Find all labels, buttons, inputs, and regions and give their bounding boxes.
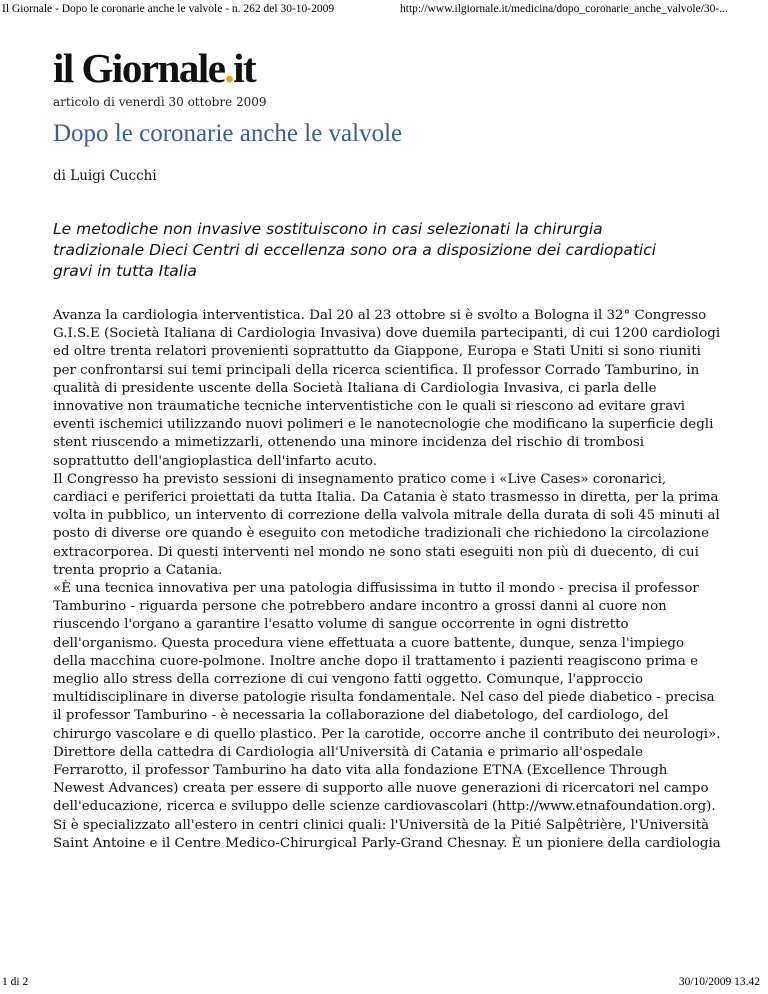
site-logo[interactable] — [53, 46, 255, 90]
article-paragraph: Avanza la cardiologia interventistica. Dal 20 al 23 ottobre si è svolto a Bologna il 32° Congresso G.I.S.E (Società Italiana di Cardiologia Invasiva) dove duemila partecipanti, di cui 1200 cardiologi ed oltre trenta relatori provenienti soprattutto da Giappone, Europa e Stati Uniti si sono riuniti per confrontarsi sui temi principali della ricerca scientifica. Il professor Corrado Tamburino, in qualità di presidente uscente della Società Italiana di Cardiologia Invasiva, ci parla delle innovative non traumatiche tecniche interventistiche con le quali si riescono ad evitare gravi eventi ischemici utilizzando nuovi polimeri e le nanotecnologie che modificano la superficie degli stent riuscendo a mimetizzarli, ottenendo una minore incidenza del rischio di trombosi soprattutto dell'angioplastica dell'infarto acuto. — [53, 308, 721, 469]
article-paragraph: Direttore della cattedra di Cardiologia all'Università di Catania e primario all'ospedale Ferrarotto, il professor Tamburino ha dato vita alla fondazione ETNA (Excellence Through Newest Advances) creata per essere di supporto alle nuove generazioni di ricercatori nel campo dell'educazione, ricerca e sviluppo delle scienze cardiovascolari (http://www.etnafoundation.org). Si è specializzato all'estero in centri clinici quali: l'Università de la Pitié Salpêtrière, l'Università Saint Antoine e il Centre Medico-Chirurgical Parly-Grand Chesnay. È un pioniere della cardiologia — [53, 744, 721, 851]
logo-dot: . — [224, 45, 234, 91]
print-timestamp: 30/10/2009 13.42 — [678, 976, 760, 988]
logo-name: il Giornale — [53, 45, 225, 91]
article-dateline: articolo di venerdì 30 ottobre 2009 — [53, 95, 267, 109]
print-header-url: http://www.ilgiornale.it/medicina/dopo_coronarie_anche_valvole/30-... — [400, 3, 728, 15]
print-header — [0, 3, 768, 19]
article-summary: Le metodiche non invasive sostituiscono in casi selezionati la chirurgia tradizionale Dieci Centri di eccellenza sono ora a disposizione dei cardiopatici gravi in tutta Italia — [53, 220, 657, 280]
page-counter: 1 di 2 — [2, 976, 29, 988]
article-paragraph: «È una tecnica innovativa per una patologia diffusissima in tutto il mondo - precisa il professor Tamburino - riguarda persone che potrebbero andare incontro a grossi danni al cuore non riuscendo l'organo a garantire l'esatto volume di sangue occorrente in ogni distretto dell'organismo. Questa procedura viene effettuata a cuore battente, dunque, senza l'impiego della macchina cuore-polmone. Inoltre anche dopo il trattamento i pazienti reagiscono prima e meglio allo stress della correzione di cui vengono fatti oggetto. Comunque, l'approccio multidisciplinare in diverse patologie risulta fondamentale. Nel caso del piede diabetico - precisa il professor Tamburino - è necessaria la collaborazione del diabetologo, del cardiologo, del chirurgo vascolare e di quello plastico. Per la carotide, occorre anche il contributo dei neurologi». — [53, 581, 721, 742]
article-body — [53, 307, 721, 853]
print-footer — [0, 976, 768, 992]
print-header-title: Il Giornale - Dopo le coronarie anche le valvole - n. 262 del 30-10-2009 — [2, 3, 335, 15]
logo-tld: it — [233, 45, 256, 91]
article-title: Dopo le coronarie anche le valvole — [53, 120, 403, 147]
article-paragraph: Il Congresso ha previsto sessioni di insegnamento pratico come i «Live Cases» coronarici, cardiaci e periferici proiettati da tutta Italia. Da Catania è stato trasmesso in diretta, per la prima volta in pubblico, un intervento di correzione della valvola mitrale della durata di soli 45 minuti al posto di diverse ore quando è eseguito con metodiche tradizionali che richiedono la circolazione extracorporea. Di questi interventi nel mondo ne sono stati eseguiti non più di duecento, di cui trenta proprio a Catania. — [53, 471, 720, 578]
article-byline: di Luigi Cucchi — [53, 168, 157, 184]
